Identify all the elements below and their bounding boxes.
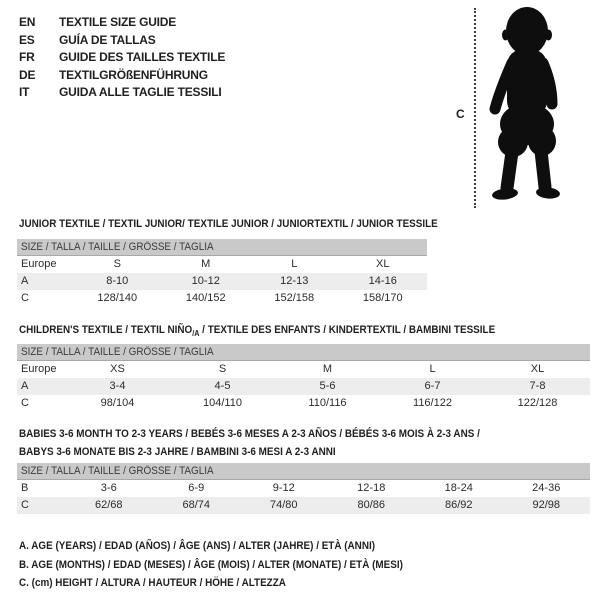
value-cell: 9-12 <box>272 482 295 494</box>
table-row <box>17 361 590 378</box>
value-cell: 98/104 <box>100 397 135 409</box>
row-label-cell: C <box>21 499 29 511</box>
language-code: DE <box>19 67 36 82</box>
value-cell: 152/158 <box>274 292 315 304</box>
table-header-band: SIZE / TALLA / TAILLE / GRÖSSE / TAGLIA <box>17 344 590 361</box>
value-cell: XL <box>530 363 545 375</box>
row-label-cell: Europe <box>21 363 57 375</box>
table-title: JUNIOR TEXTILE / TEXTIL JUNIOR/ TEXTILE JUNIOR / JUNIORTEXTIL / JUNIOR TESSILE <box>19 218 438 230</box>
legend-line-a: A. AGE (YEARS) / EDAD (AÑOS) / ÂGE (ANS) / ALTER (JAHRE) / ETÀ (ANNI) <box>19 540 376 552</box>
value-cell: 158/170 <box>362 292 403 304</box>
value-cell: 116/122 <box>413 397 452 409</box>
value-cell: L <box>429 363 436 375</box>
language-code: FR <box>19 50 35 64</box>
table-row <box>17 480 590 497</box>
value-cell: 12-13 <box>280 275 309 287</box>
language-row-de <box>19 67 225 85</box>
value-cell: 10-12 <box>191 275 220 287</box>
value-cell: XS <box>110 363 125 375</box>
measurement-legend <box>19 537 446 593</box>
value-cell: 110/116 <box>308 397 347 409</box>
guide-title: GUIDE DES TAILLES TEXTILE <box>59 50 226 64</box>
guide-title: TEXTILGRÖßENFÜHRUNG <box>59 67 208 82</box>
value-cell: M <box>322 363 333 375</box>
table-title: CHILDREN'S TEXTILE / TEXTIL $NIÑO_{/A}$ / TEXTILE DES ENFANTS / KINDERTEXTIL / BAMBINI TESSILE <box>19 324 496 339</box>
value-cell: 14-16 <box>368 275 397 287</box>
row-label-cell: Europe <box>21 258 57 270</box>
value-cell: 6-7 <box>424 380 441 392</box>
language-code: IT <box>19 85 30 99</box>
value-cell: 74/80 <box>269 499 298 511</box>
value-cell: 80/86 <box>357 499 386 511</box>
table-row <box>17 497 590 514</box>
row-label-cell: C <box>21 292 29 304</box>
table-row <box>17 378 590 395</box>
value-cell: 68/74 <box>182 499 211 511</box>
value-cell: 7-8 <box>529 380 546 392</box>
language-code: EN <box>19 15 36 29</box>
value-cell: 128/140 <box>97 292 138 304</box>
value-cell: 86/92 <box>444 499 473 511</box>
height-dimension-label: C <box>456 107 465 121</box>
value-cell: L <box>291 258 298 270</box>
guide-title: TEXTILE SIZE GUIDE <box>59 15 177 29</box>
size-table <box>17 239 427 307</box>
row-label-cell: B <box>21 482 29 494</box>
value-cell: 140/152 <box>185 292 226 304</box>
language-row-it <box>19 84 225 102</box>
value-cell: S <box>113 258 121 270</box>
value-cell: 92/98 <box>532 499 561 511</box>
baby-silhouette-image <box>482 5 570 205</box>
value-cell: 24-36 <box>532 482 561 494</box>
table-row <box>17 273 427 290</box>
table-row <box>17 290 427 307</box>
value-cell: XL <box>376 258 390 270</box>
language-row-es <box>19 32 225 50</box>
value-cell: 8-10 <box>106 275 129 287</box>
legend-line-c: C. (cm) HEIGHT / ALTURA / HAUTEUR / HÖHE / ALTEZZA <box>19 577 286 589</box>
language-code: ES <box>19 32 35 47</box>
value-cell: 4-5 <box>214 380 231 392</box>
size-table-section-1 <box>17 215 438 304</box>
table-title: BABIES 3-6 MONTH TO 2-3 YEARS / BEBÉS 3-6 MESES A 2-3 AÑOS / BÉBÉS 3-6 MOIS À 2-3 ANS / BABYS 3-6 MONATE BIS 2-3 JAHRE / BAMBINI 3-6 MESI A 2-3 ANNI <box>19 428 480 458</box>
value-cell: 6-9 <box>188 482 205 494</box>
row-label-cell: C <box>21 397 29 409</box>
table-header-band: SIZE / TALLA / TAILLE / GRÖSSE / TAGLIA <box>17 463 590 480</box>
legend-line-b: B. AGE (MONTHS) / EDAD (MESES) / ÂGE (MOIS) / ALTER (MONATE) / ETÀ (MESI) <box>19 558 403 571</box>
size-table <box>17 344 590 412</box>
row-label-cell: A <box>21 275 29 287</box>
guide-title: GUIDA ALLE TAGLIE TESSILI <box>59 85 222 99</box>
value-cell: M <box>201 258 211 270</box>
value-cell: S <box>218 363 227 375</box>
guide-title: GUÍA DE TALLAS <box>59 32 156 47</box>
value-cell: 12-18 <box>357 482 386 494</box>
value-cell: 18-24 <box>444 482 473 494</box>
language-row-fr <box>19 49 225 67</box>
value-cell: 122/128 <box>517 397 558 409</box>
height-measure-dotted-line <box>474 8 476 208</box>
value-cell: 5-6 <box>319 380 336 392</box>
table-row <box>17 256 427 273</box>
size-table-section-3 <box>17 425 590 511</box>
table-header-band: SIZE / TALLA / TAILLE / GRÖSSE / TAGLIA <box>17 239 427 256</box>
size-table-section-2 <box>17 321 590 409</box>
size-table <box>17 463 590 514</box>
row-label-cell: A <box>21 380 29 392</box>
value-cell: 3-6 <box>100 482 117 494</box>
language-row-en <box>19 14 225 32</box>
value-cell: 62/68 <box>94 499 123 511</box>
language-title-list <box>19 14 225 102</box>
value-cell: 3-4 <box>109 380 126 392</box>
value-cell: 104/110 <box>203 397 242 409</box>
table-row <box>17 395 590 412</box>
